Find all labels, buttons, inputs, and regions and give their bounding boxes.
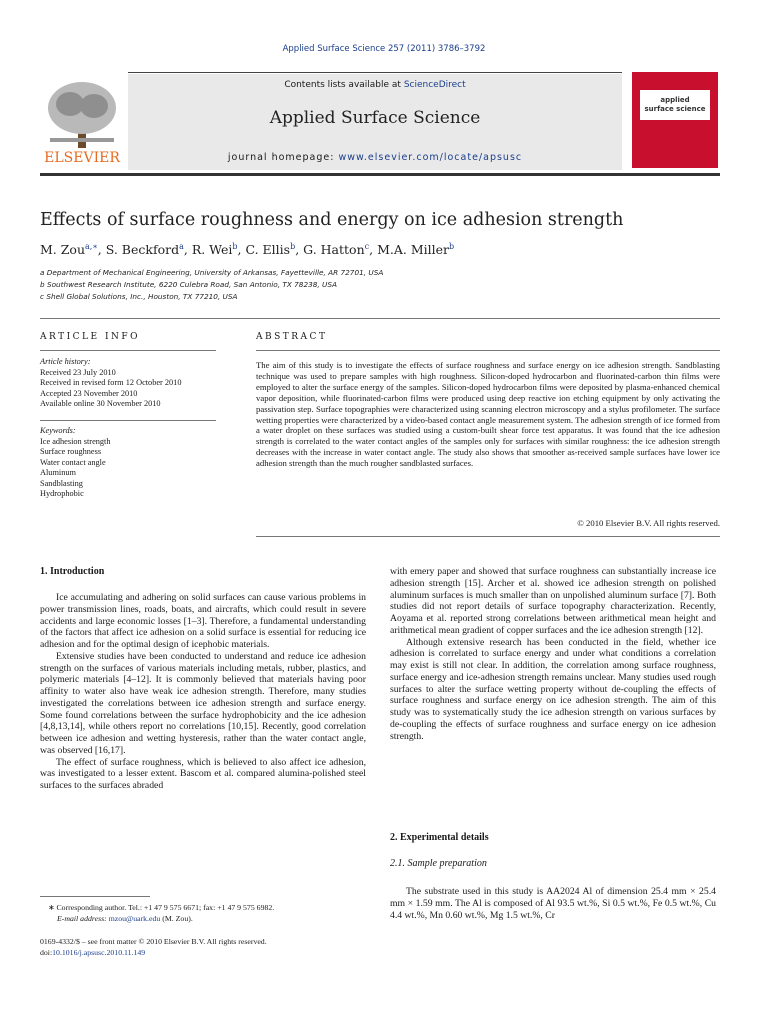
journal-citation[interactable]: Applied Surface Science 257 (2011) 3786–3792 — [282, 44, 486, 54]
publisher-name: ELSEVIER — [44, 150, 120, 166]
history-item: Received in revised form 12 October 2010 — [40, 378, 182, 387]
issn-line: 0169-4332/$ – see front matter © 2010 Elsevier B.V. All rights reserved. — [40, 937, 267, 946]
article-info-heading: ARTICLE INFO — [40, 332, 141, 342]
keyword: Water contact angle — [40, 457, 106, 467]
keyword: Sandblasting — [40, 478, 83, 488]
abstract-divider — [256, 350, 720, 351]
doi-line: doi:10.1016/j.apsusc.2010.11.149 — [40, 948, 146, 957]
keyword: Hydrophobic — [40, 489, 84, 498]
email-note: E-mail address: mzou@uark.edu (M. Zou). — [57, 914, 193, 923]
cover-title-line2: surface science — [644, 105, 706, 113]
abstract-heading: ABSTRACT — [256, 332, 328, 342]
homepage-link[interactable]: www.elsevier.com/locate/apsusc — [338, 152, 523, 163]
author: M. Zou — [40, 242, 86, 258]
intro-text-continued — [390, 566, 716, 742]
sample-text — [390, 886, 716, 921]
email-link[interactable]: mzou@uark.edu — [108, 914, 161, 923]
history-item: Available online 30 November 2010 — [40, 399, 161, 408]
abstract-text: The aim of this study is to investigate the effects of surface roughness and surface energy on ice adhesion strength. Sandblasting technique was used to prepare samples with high roughness. Silicon-doped hydrocarbon and fluorinated-carbon thin films were employed to alter the surface energy of the samples. Silicon-doped hydrocarbon films were deposited by plasma-enhanced chemical vapor deposition, while fluorinated-carbon films were produced using deep reactive ion etching equipment by only activating the passivation step. Surface topographies were characterized using scanning electron microscopy and a stylus profilometer. The surface wetting properties were characterized by a video-based contact angle measurement system. The adhesion strength of ice formed from a water droplet on these surfaces was studied using a custom-built shear force test apparatus. It was found that the ice adhesion strength is correlated to the water contact angles of the samples only for surfaces with similar roughness: the ice adhesion strength decreases with the increase in water contact angle. The study also shows that smoother as-received sample surfaces have lower ice adhesion strength than the much rougher sandblasted surfaces. — [256, 360, 720, 469]
journal-name: Applied Surface Science — [269, 108, 481, 128]
author: R. Wei — [191, 242, 233, 258]
elsevier-logo — [40, 78, 124, 166]
paragraph: The effect of surface roughness, which is believed to also affect ice adhesion, was investigated to a lesser extent. Bascom et al. compared alumina-polished steel surfaces to the surfaces abraded — [40, 756, 366, 791]
paragraph: Extensive studies have been conducted to understand and reduce ice adhesion strength on the surfaces of various materials including metals, rubber, plastics, and polymeric materials [4–12]. It is commonly believed that materials having poor affinity to water also have weak ice adhesion strength. Therefore, many studies investigated the correlations between ice adhesion strength and surface energy. Some found correlations between the surface hydrophobicity and the ice adhesion [4,8,13,14], while others report no correlations [10,15]. Recently, good correlation between ice adhesion and wetting hysteresis, rather than the water contact angle, was observed [16,17]. — [40, 650, 366, 756]
section-heading-experimental: 2. Experimental details — [390, 832, 489, 843]
footnote-rule — [40, 896, 150, 897]
section-heading-intro: 1. Introduction — [40, 566, 105, 577]
info-divider — [40, 420, 216, 421]
contents-line: Contents lists available at ScienceDirect — [284, 80, 466, 90]
history-item: Received 23 July 2010 — [40, 367, 116, 377]
copyright: © 2010 Elsevier B.V. All rights reserved. — [577, 518, 720, 528]
keyword: Surface roughness — [40, 447, 102, 456]
sciencedirect-link[interactable]: ScienceDirect — [403, 80, 466, 90]
intro-text — [40, 592, 366, 792]
paragraph: Although extensive research has been conducted in the field, whether ice adhesion is correlated to surface energy and under what conditions a correlation may exist is still not clear. In addition, the correlation among surface roughness, surface energy and ice-adhesion strength remains unclear. Many studies used rough surfaces to alter the surface wetting property without de-coupling the effects of surface roughness and surface energy on ice adhesion strength. The aim of this study was to systematically study the ice adhesion strength on various surfaces by de-coupling the effects of surface roughness and surface energy on ice adhesion strength. — [390, 636, 716, 742]
journal-homepage: journal homepage: www.elsevier.com/locate/apsusc — [227, 152, 523, 163]
author: S. Beckford — [105, 242, 180, 258]
section-divider — [40, 318, 720, 319]
author: C. Ellis — [245, 242, 291, 258]
author-list: M. Zou$^{a,∗}$, S. Beckford$^a$, R. Wei$^b$, C. Ellis$^b$, G. Hatton$^c$, M.A. Miller$^b$ — [40, 242, 455, 258]
article-history: Article history: Received 23 July 2010 Received in revised form 12 October 2010 Accepted 23 November 2010 Available online 30 November 2010 — [40, 357, 182, 408]
journal-cover — [632, 72, 718, 168]
author: M.A. Miller — [377, 242, 449, 258]
info-divider — [40, 350, 216, 351]
subsection-heading: 2.1. Sample preparation — [390, 858, 487, 869]
corresponding-author-note: ∗ Corresponding author. Tel.: +1 47 9 575 6671; fax: +1 47 9 575 6982. — [48, 903, 275, 912]
affiliation: c Shell Global Solutions, Inc., Houston, TX 77210, USA — [40, 292, 238, 301]
abstract-divider — [256, 536, 720, 537]
author: G. Hatton — [303, 242, 365, 258]
affiliation: a Department of Mechanical Engineering, University of Arkansas, Fayetteville, AR 72701, USA — [40, 268, 384, 277]
paragraph: Ice accumulating and adhering on solid surfaces can cause various problems in power transmission lines, roads, boats, and aircrafts, which could result in severe accidents and large economic losses [1–3]. Therefore, a fundamental understanding of the factors that affect ice adhesion on a solid surface is essential for reducing ice adhesion and for the optimal design of icephobic materials. — [40, 592, 366, 650]
keywords: Keywords: Ice adhesion strength Surface roughness Water contact angle Aluminum Sandblasting Hydrophobic — [40, 426, 111, 498]
history-item: Accepted 23 November 2010 — [40, 388, 138, 398]
article-title: Effects of surface roughness and energy on ice adhesion strength — [40, 210, 624, 230]
doi-link[interactable]: 10.1016/j.apsusc.2010.11.149 — [52, 948, 146, 957]
banner-rule — [128, 72, 622, 73]
paragraph: The substrate used in this study is AA2024 Al of dimension 25.4 mm × 25.4 mm × 1.59 mm. The Al is composed of Al 93.5 wt.%, Si 0.5 wt.%, Fe 0.5 wt.%, Cu 4.4 wt.%, Mn 0.60 wt.%, Mg 1.5 wt.%, Cr — [390, 886, 716, 921]
keyword: Ice adhesion strength — [40, 436, 111, 446]
paragraph: with emery paper and showed that surface roughness can substantially increase ice adhesion strength [15]. Archer et al. showed ice adhesion strength on polished aluminum surfaces is much smaller than on unpolished aluminum surface [7]. Both studies did not report details of surface topography characterization. Recently, Aoyama et al. reported strong correlations between arithmetical mean height and arithmetical mean gradient of copper surfaces and the ice adhesion strength [12]. — [390, 566, 716, 636]
header-rule — [40, 173, 720, 176]
cover-title-line1: applied — [660, 96, 690, 104]
keyword: Aluminum — [40, 468, 76, 477]
affiliation: b Southwest Research Institute, 6220 Culebra Road, San Antonio, TX 78238, USA — [40, 280, 337, 289]
